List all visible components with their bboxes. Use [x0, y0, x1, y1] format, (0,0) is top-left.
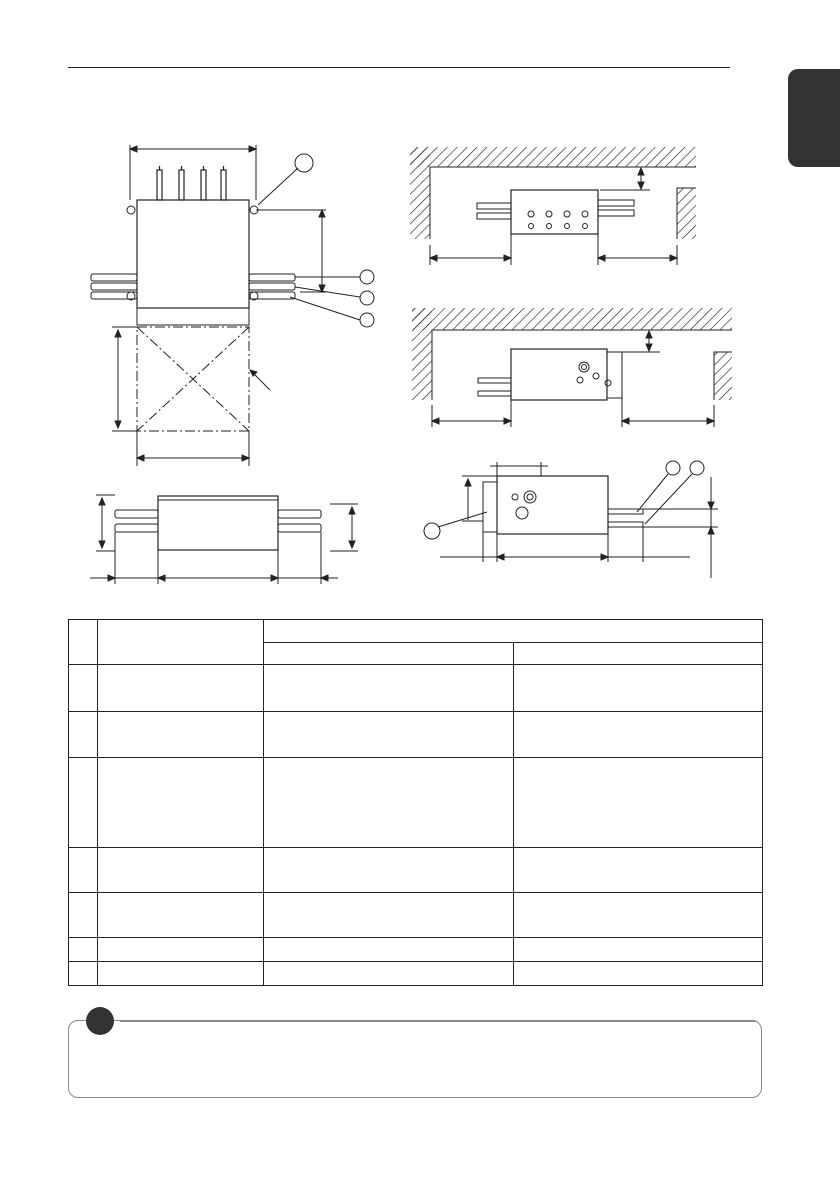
side-view-drawing — [424, 461, 718, 578]
table-cell — [69, 758, 98, 848]
table-cell — [69, 938, 98, 962]
table-header-cell — [264, 643, 514, 665]
table-row — [69, 758, 763, 848]
table-cell — [69, 848, 98, 893]
note-box — [68, 1020, 762, 1098]
table-cell — [98, 893, 264, 938]
table-cell — [514, 848, 763, 893]
table-header-cell — [264, 620, 763, 643]
table-header-cell — [98, 620, 264, 665]
clearance-view-upper — [410, 147, 696, 265]
table-row — [69, 962, 763, 986]
table-cell — [98, 848, 264, 893]
table-cell — [264, 758, 514, 848]
table-cell — [514, 665, 763, 712]
spec-table — [68, 619, 763, 986]
table-header-row — [69, 620, 763, 643]
note-icon — [86, 1007, 114, 1035]
note-title-rule — [120, 1021, 756, 1022]
table-cell — [514, 938, 763, 962]
table-cell — [98, 665, 264, 712]
table-cell — [98, 938, 264, 962]
table-cell — [514, 962, 763, 986]
table-cell — [264, 665, 514, 712]
table-row — [69, 938, 763, 962]
table-cell — [69, 712, 98, 758]
table-cell — [264, 848, 514, 893]
front-view-drawing — [90, 495, 358, 584]
table-cell — [264, 893, 514, 938]
table-cell — [514, 712, 763, 758]
table-row — [69, 665, 763, 712]
table-header-cell — [514, 643, 763, 665]
table-cell — [69, 962, 98, 986]
table-cell — [98, 712, 264, 758]
table-cell — [69, 893, 98, 938]
top-view-drawing — [91, 145, 374, 466]
table-header-cell — [69, 620, 98, 665]
table-cell — [98, 758, 264, 848]
table-row — [69, 893, 763, 938]
table-cell — [264, 712, 514, 758]
table-row — [69, 712, 763, 758]
table-cell — [514, 893, 763, 938]
table-cell — [98, 962, 264, 986]
table-cell — [69, 665, 98, 712]
clearance-view-lower — [412, 308, 732, 427]
table-cell — [514, 758, 763, 848]
table-cell — [264, 962, 514, 986]
table-row — [69, 848, 763, 893]
table-cell — [264, 938, 514, 962]
